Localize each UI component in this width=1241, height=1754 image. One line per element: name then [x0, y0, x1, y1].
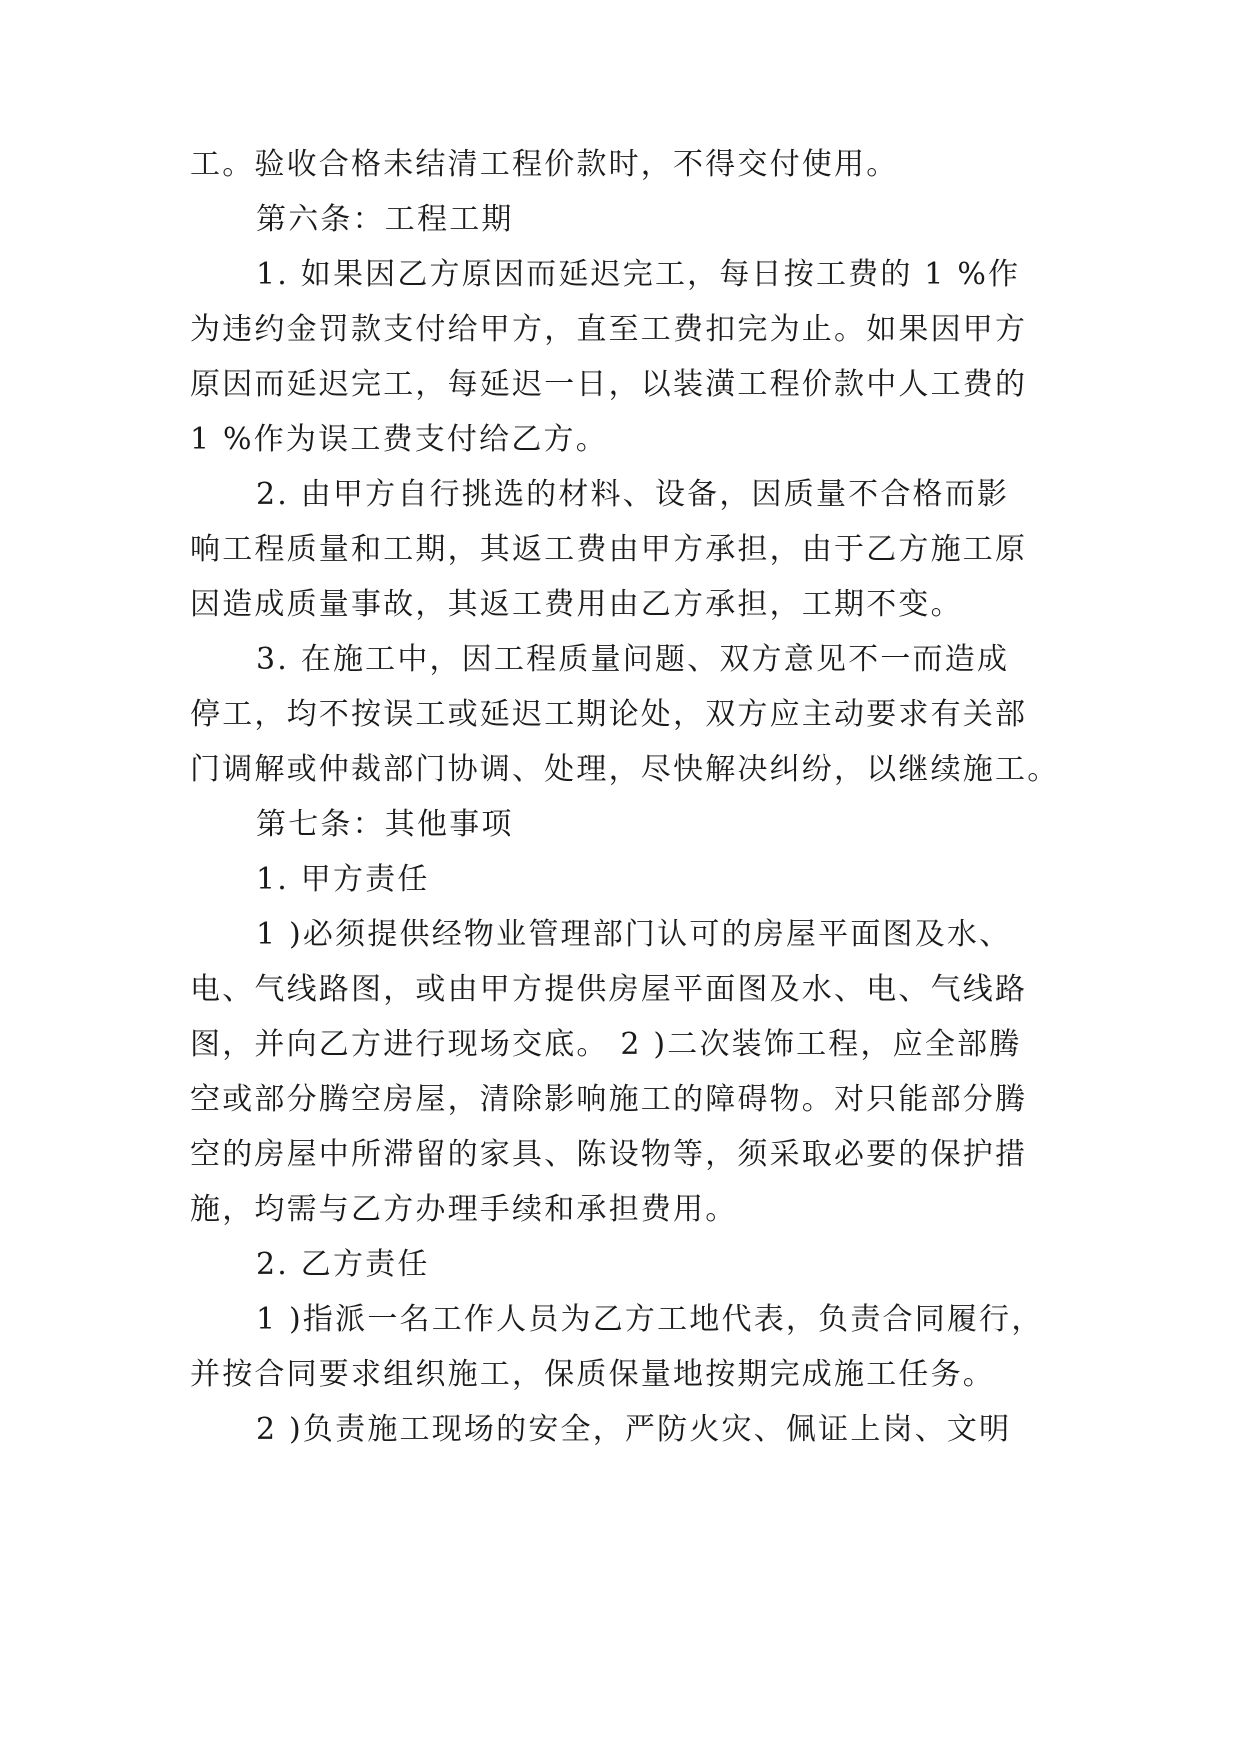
subsection-heading: 1. 甲方责任 — [256, 862, 430, 897]
text-line: 2. 由甲方自行挑选的材料、设备，因质量不合格而影 — [256, 477, 1010, 512]
section-heading-6: 第六条：工程工期 — [256, 202, 514, 237]
subsection-heading: 2. 乙方责任 — [256, 1247, 430, 1282]
text-line: 门调解或仲裁部门协调、处理，尽快解决纠纷，以继续施工。 — [190, 752, 1060, 787]
text-line: 并按合同要求组织施工，保质保量地按期完成施工任务。 — [190, 1357, 995, 1392]
text-line: 空或部分腾空房屋，清除影响施工的障碍物。对只能部分腾 — [190, 1082, 1028, 1117]
text-line: 1 )指派一名工作人员为乙方工地代表，负责合同履行， — [256, 1302, 1044, 1337]
text-line: 1 )必须提供经物业管理部门认可的房屋平面图及水、 — [256, 917, 1012, 952]
text-line: 工。验收合格未结清工程价款时，不得交付使用。 — [190, 147, 899, 182]
text-line: 因造成质量事故，其返工费用由乙方承担，工期不变。 — [190, 587, 963, 622]
text-line: 施，均需与乙方办理手续和承担费用。 — [190, 1192, 738, 1227]
text-line: 停工，均不按误工或延迟工期论处，双方应主动要求有关部 — [190, 697, 1028, 732]
text-line: 1. 如果因乙方原因而延迟完工，每日按工费的 1 %作 — [256, 257, 1021, 292]
text-line: 电、气线路图，或由甲方提供房屋平面图及水、电、气线路 — [190, 972, 1028, 1007]
text-line: 空的房屋中所滞留的家具、陈设物等，须采取必要的保护措 — [190, 1137, 1028, 1172]
text-line: 响工程质量和工期，其返工费由甲方承担，由于乙方施工原 — [190, 532, 1028, 567]
text-line: 2 )负责施工现场的安全，严防火灾、佩证上岗、文明 — [256, 1412, 1012, 1447]
text-line: 原因而延迟完工，每延迟一日，以装潢工程价款中人工费的 — [190, 367, 1028, 402]
text-line: 图，并向乙方进行现场交底。 2 )二次装饰工程，应全部腾 — [190, 1027, 1022, 1062]
text-line: 为违约金罚款支付给甲方，直至工费扣完为止。如果因甲方 — [190, 312, 1028, 347]
text-line: 3. 在施工中，因工程质量问题、双方意见不一而造成 — [256, 642, 1010, 677]
section-heading-7: 第七条：其他事项 — [256, 807, 514, 842]
text-line: 1 %作为误工费支付给乙方。 — [190, 422, 608, 457]
